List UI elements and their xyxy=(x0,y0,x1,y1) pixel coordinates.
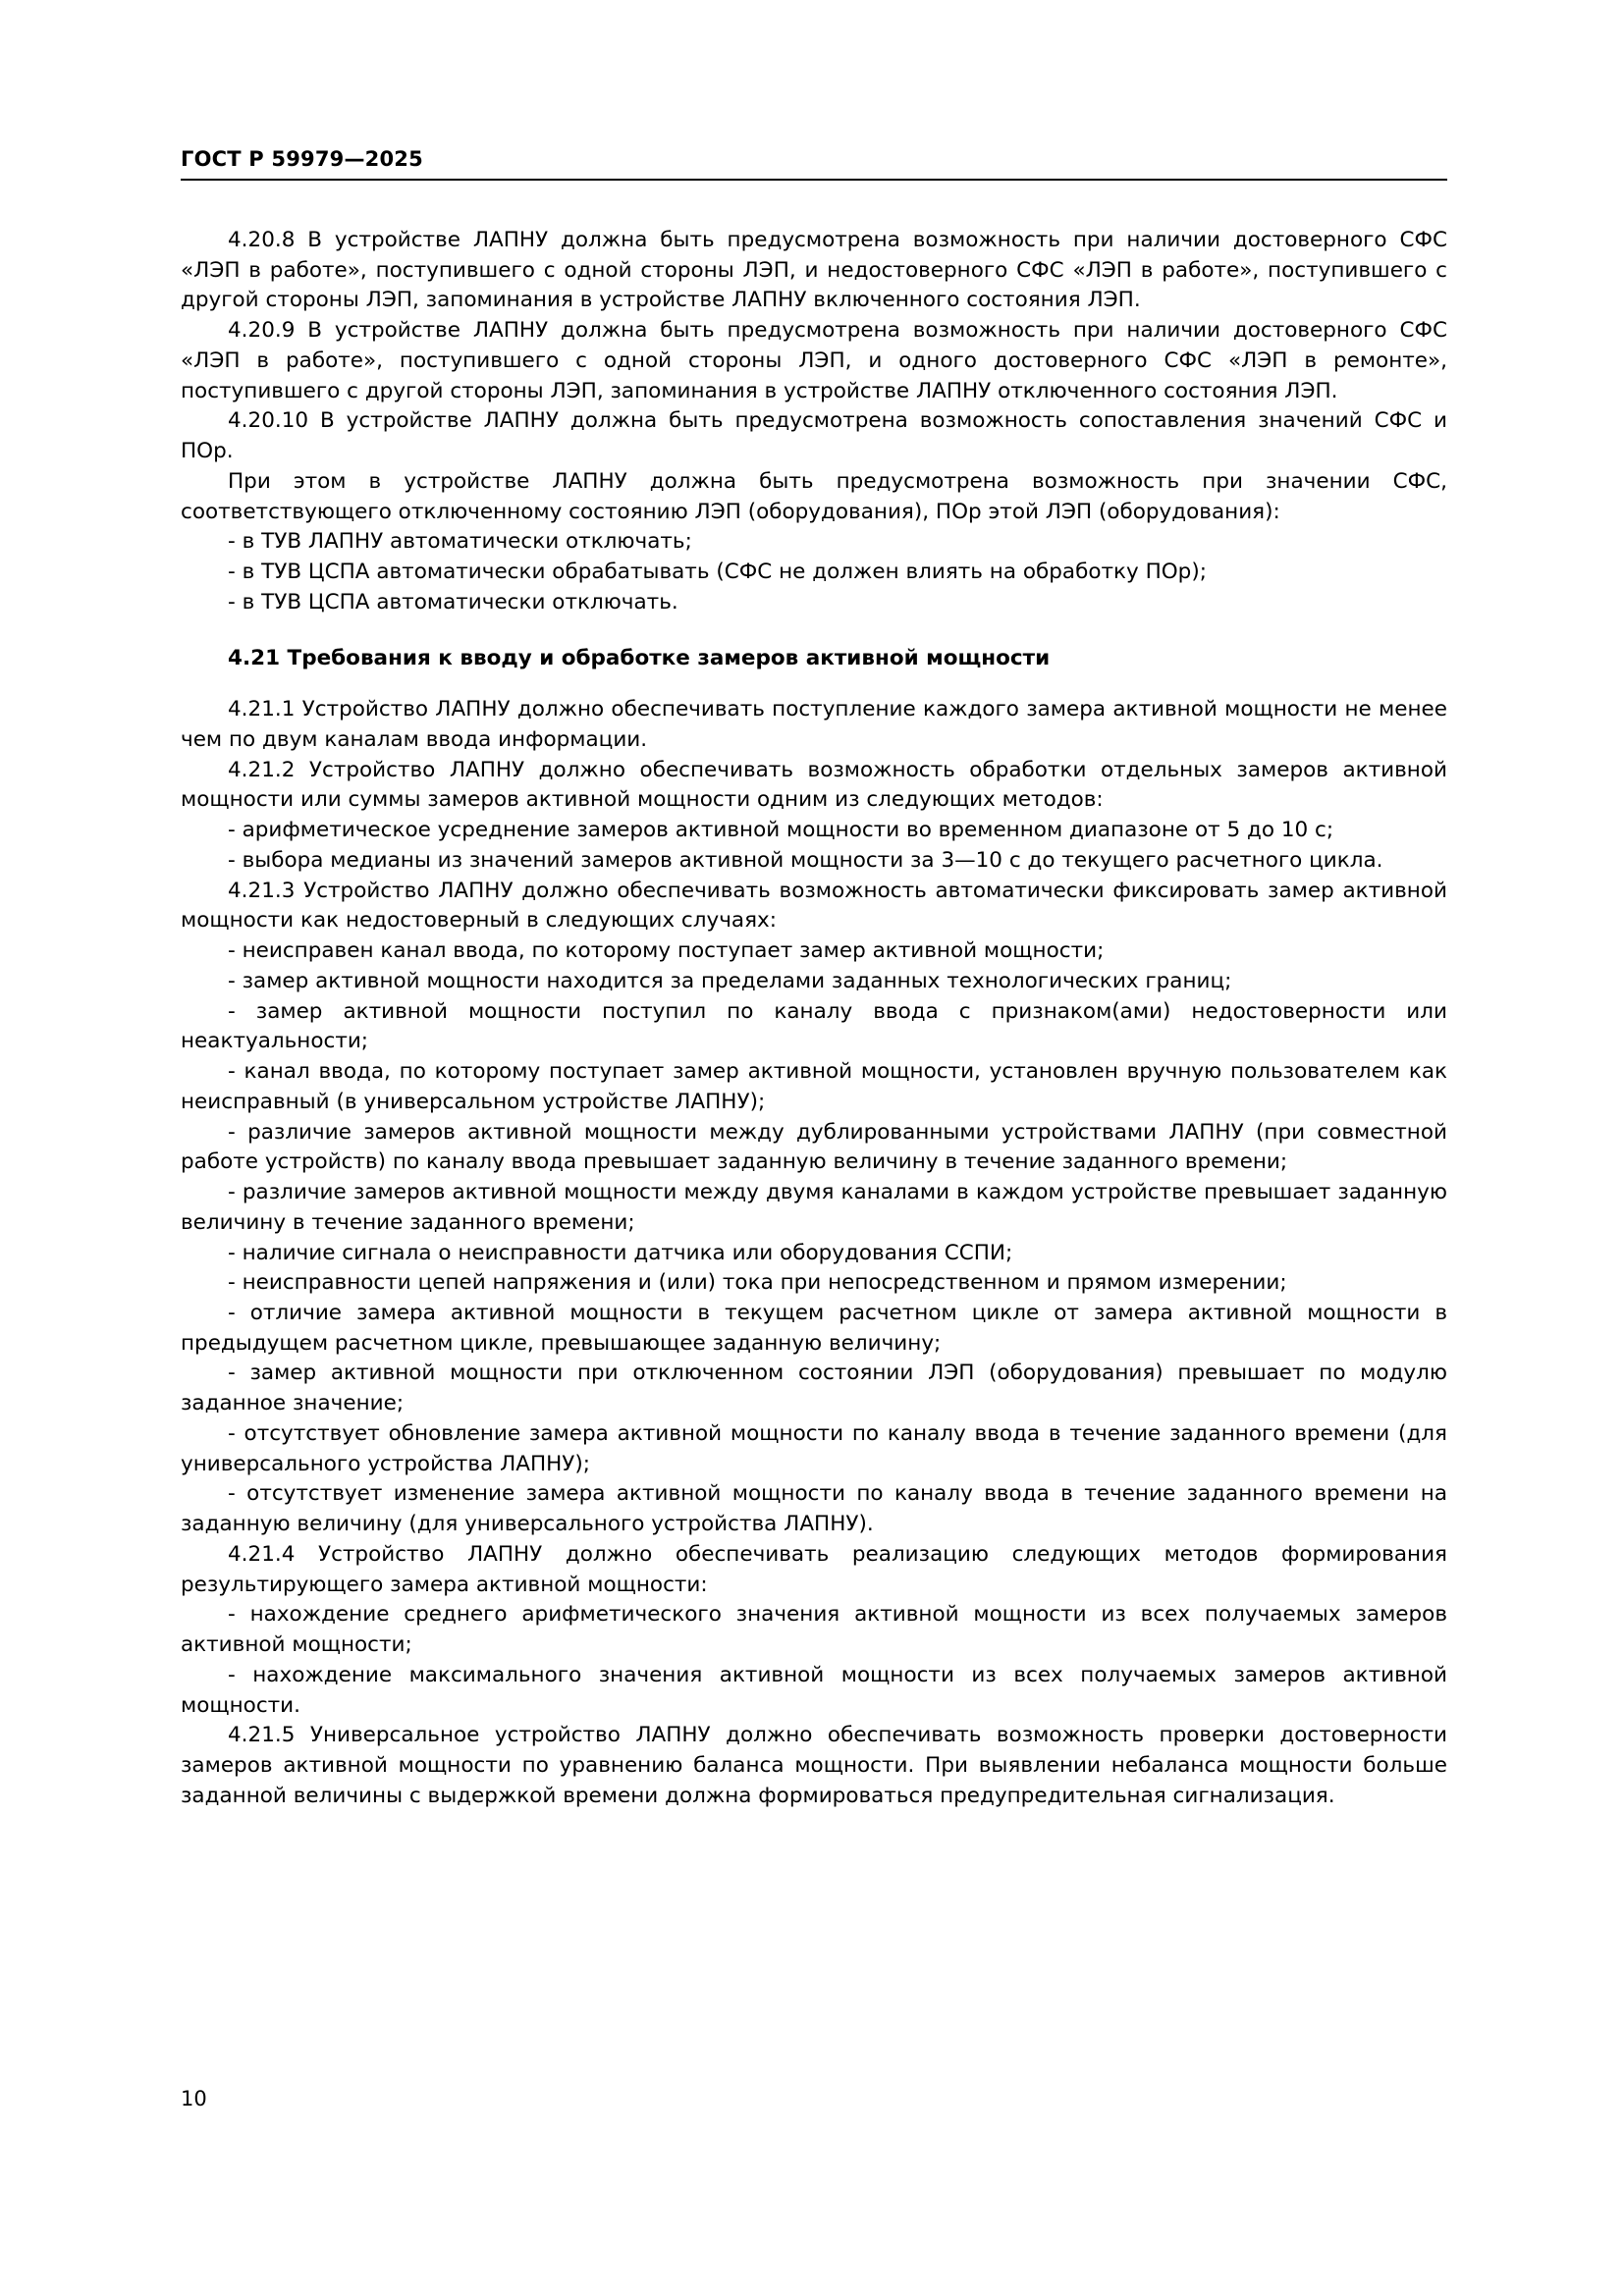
page-content xyxy=(181,147,1447,1811)
list-item: - в ТУВ ЦСПА автоматически отключать. xyxy=(228,589,678,614)
list-item: - наличие сигнала о неисправности датчика или оборудования ССПИ; xyxy=(228,1240,1013,1265)
list-item: - различие замеров активной мощности между дублированными устройствами ЛАПНУ (при совместной работе устройств) по каналу ввода превышает заданную величину в течение заданного времени; xyxy=(181,1119,1447,1175)
list-item: - отсутствует обновление замера активной мощности по каналу ввода в течение заданного времени (для универсального устройства ЛАПНУ); xyxy=(181,1420,1447,1476)
list-item: - арифметическое усреднение замеров активной мощности во временном диапазоне от 5 до 10 с; xyxy=(228,818,1334,843)
list-item: - канал ввода, по которому поступает замер активной мощности, установлен вручную пользователем как неисправный (в универсальном устройстве ЛАПНУ); xyxy=(181,1059,1447,1114)
page-number: 10 xyxy=(181,2087,207,2110)
list-item: - различие замеров активной мощности между двумя каналами в каждом устройстве превышает заданную величину в течение заданного времени; xyxy=(181,1180,1447,1235)
paragraph: 4.20.9 В устройстве ЛАПНУ должна быть предусмотрена возможность при наличии достоверного СФС «ЛЭП в работе», поступившего с одной стороны ЛЭП, и одного достоверного СФС «ЛЭП в ремонте», поступившего с другой стороны ЛЭП, запоминания в устройстве ЛАПНУ отключенного состояния ЛЭП. xyxy=(181,318,1447,403)
list-item: - нахождение максимального значения активной мощности из всех получаемых замеров активной мощности. xyxy=(181,1662,1447,1718)
paragraph: 4.21.5 Универсальное устройство ЛАПНУ должно обеспечивать возможность проверки достоверности замеров активной мощности по уравнению баланса мощности. При выявлении небаланса мощности больше заданной величины с выдержкой времени должна формироваться предупредительная сигнализация. xyxy=(181,1723,1447,1808)
list-item: - отличие замера активной мощности в текущем расчетном цикле от замера активной мощности в предыдущем расчетном цикле, превышающее заданную величину; xyxy=(181,1300,1447,1356)
paragraph: 4.21.4 Устройство ЛАПНУ должно обеспечивать реализацию следующих методов формирования результирующего замера активной мощности: xyxy=(181,1541,1447,1597)
paragraph: 4.21.2 Устройство ЛАПНУ должно обеспечивать возможность обработки отдельных замеров активной мощности или суммы замеров активной мощности одним из следующих методов: xyxy=(181,757,1447,813)
section-heading: 4.21 Требования к вводу и обработке замеров активной мощности xyxy=(228,645,1051,670)
document-header: ГОСТ Р 59979—2025 xyxy=(181,147,1447,181)
paragraph: При этом в устройстве ЛАПНУ должна быть предусмотрена возможность при значении СФС, соответствующего отключенному состоянию ЛЭП (оборудования), ПОр этой ЛЭП (оборудования): xyxy=(181,468,1447,524)
list-item: - неисправности цепей напряжения и (или) тока при непосредственном и прямом измерении; xyxy=(228,1270,1287,1296)
list-item: - выбора медианы из значений замеров активной мощности за 3—10 с до текущего расчетного цикла. xyxy=(228,847,1383,873)
paragraph: 4.21.1 Устройство ЛАПНУ должно обеспечивать поступление каждого замера активной мощности не менее чем по двум каналам ввода информации. xyxy=(181,697,1447,753)
list-item: - неисправен канал ввода, по которому поступает замер активной мощности; xyxy=(228,938,1105,964)
document-body xyxy=(181,226,1447,1811)
list-item: - замер активной мощности находится за пределами заданных технологических границ; xyxy=(228,968,1232,993)
list-item: - в ТУВ ЦСПА автоматически обрабатывать (СФС не должен влиять на обработку ПОр); xyxy=(228,560,1207,585)
list-item: - замер активной мощности поступил по каналу ввода с признаком(ами) недостоверности или неактуальности; xyxy=(181,998,1447,1054)
list-item: - отсутствует изменение замера активной мощности по каналу ввода в течение заданного времени на заданную величину (для универсального устройства ЛАПНУ). xyxy=(181,1481,1447,1537)
list-item: - в ТУВ ЛАПНУ автоматически отключать; xyxy=(228,529,692,555)
paragraph: 4.20.8 В устройстве ЛАПНУ должна быть предусмотрена возможность при наличии достоверного СФС «ЛЭП в работе», поступившего с одной стороны ЛЭП, и недостоверного СФС «ЛЭП в работе», поступившего с другой стороны ЛЭП, запоминания в устройстве ЛАПНУ включенного состояния ЛЭП. xyxy=(181,228,1447,313)
list-item: - нахождение среднего арифметического значения активной мощности из всех получаемых замеров активной мощности; xyxy=(181,1602,1447,1658)
paragraph: 4.20.10 В устройстве ЛАПНУ должна быть предусмотрена возможность сопоставления значений СФС и ПОр. xyxy=(181,408,1447,464)
list-item: - замер активной мощности при отключенном состоянии ЛЭП (оборудования) превышает по модулю заданное значение; xyxy=(181,1361,1447,1416)
paragraph: 4.21.3 Устройство ЛАПНУ должно обеспечивать возможность автоматически фиксировать замер активной мощности как недостоверный в следующих случаях: xyxy=(181,878,1447,934)
